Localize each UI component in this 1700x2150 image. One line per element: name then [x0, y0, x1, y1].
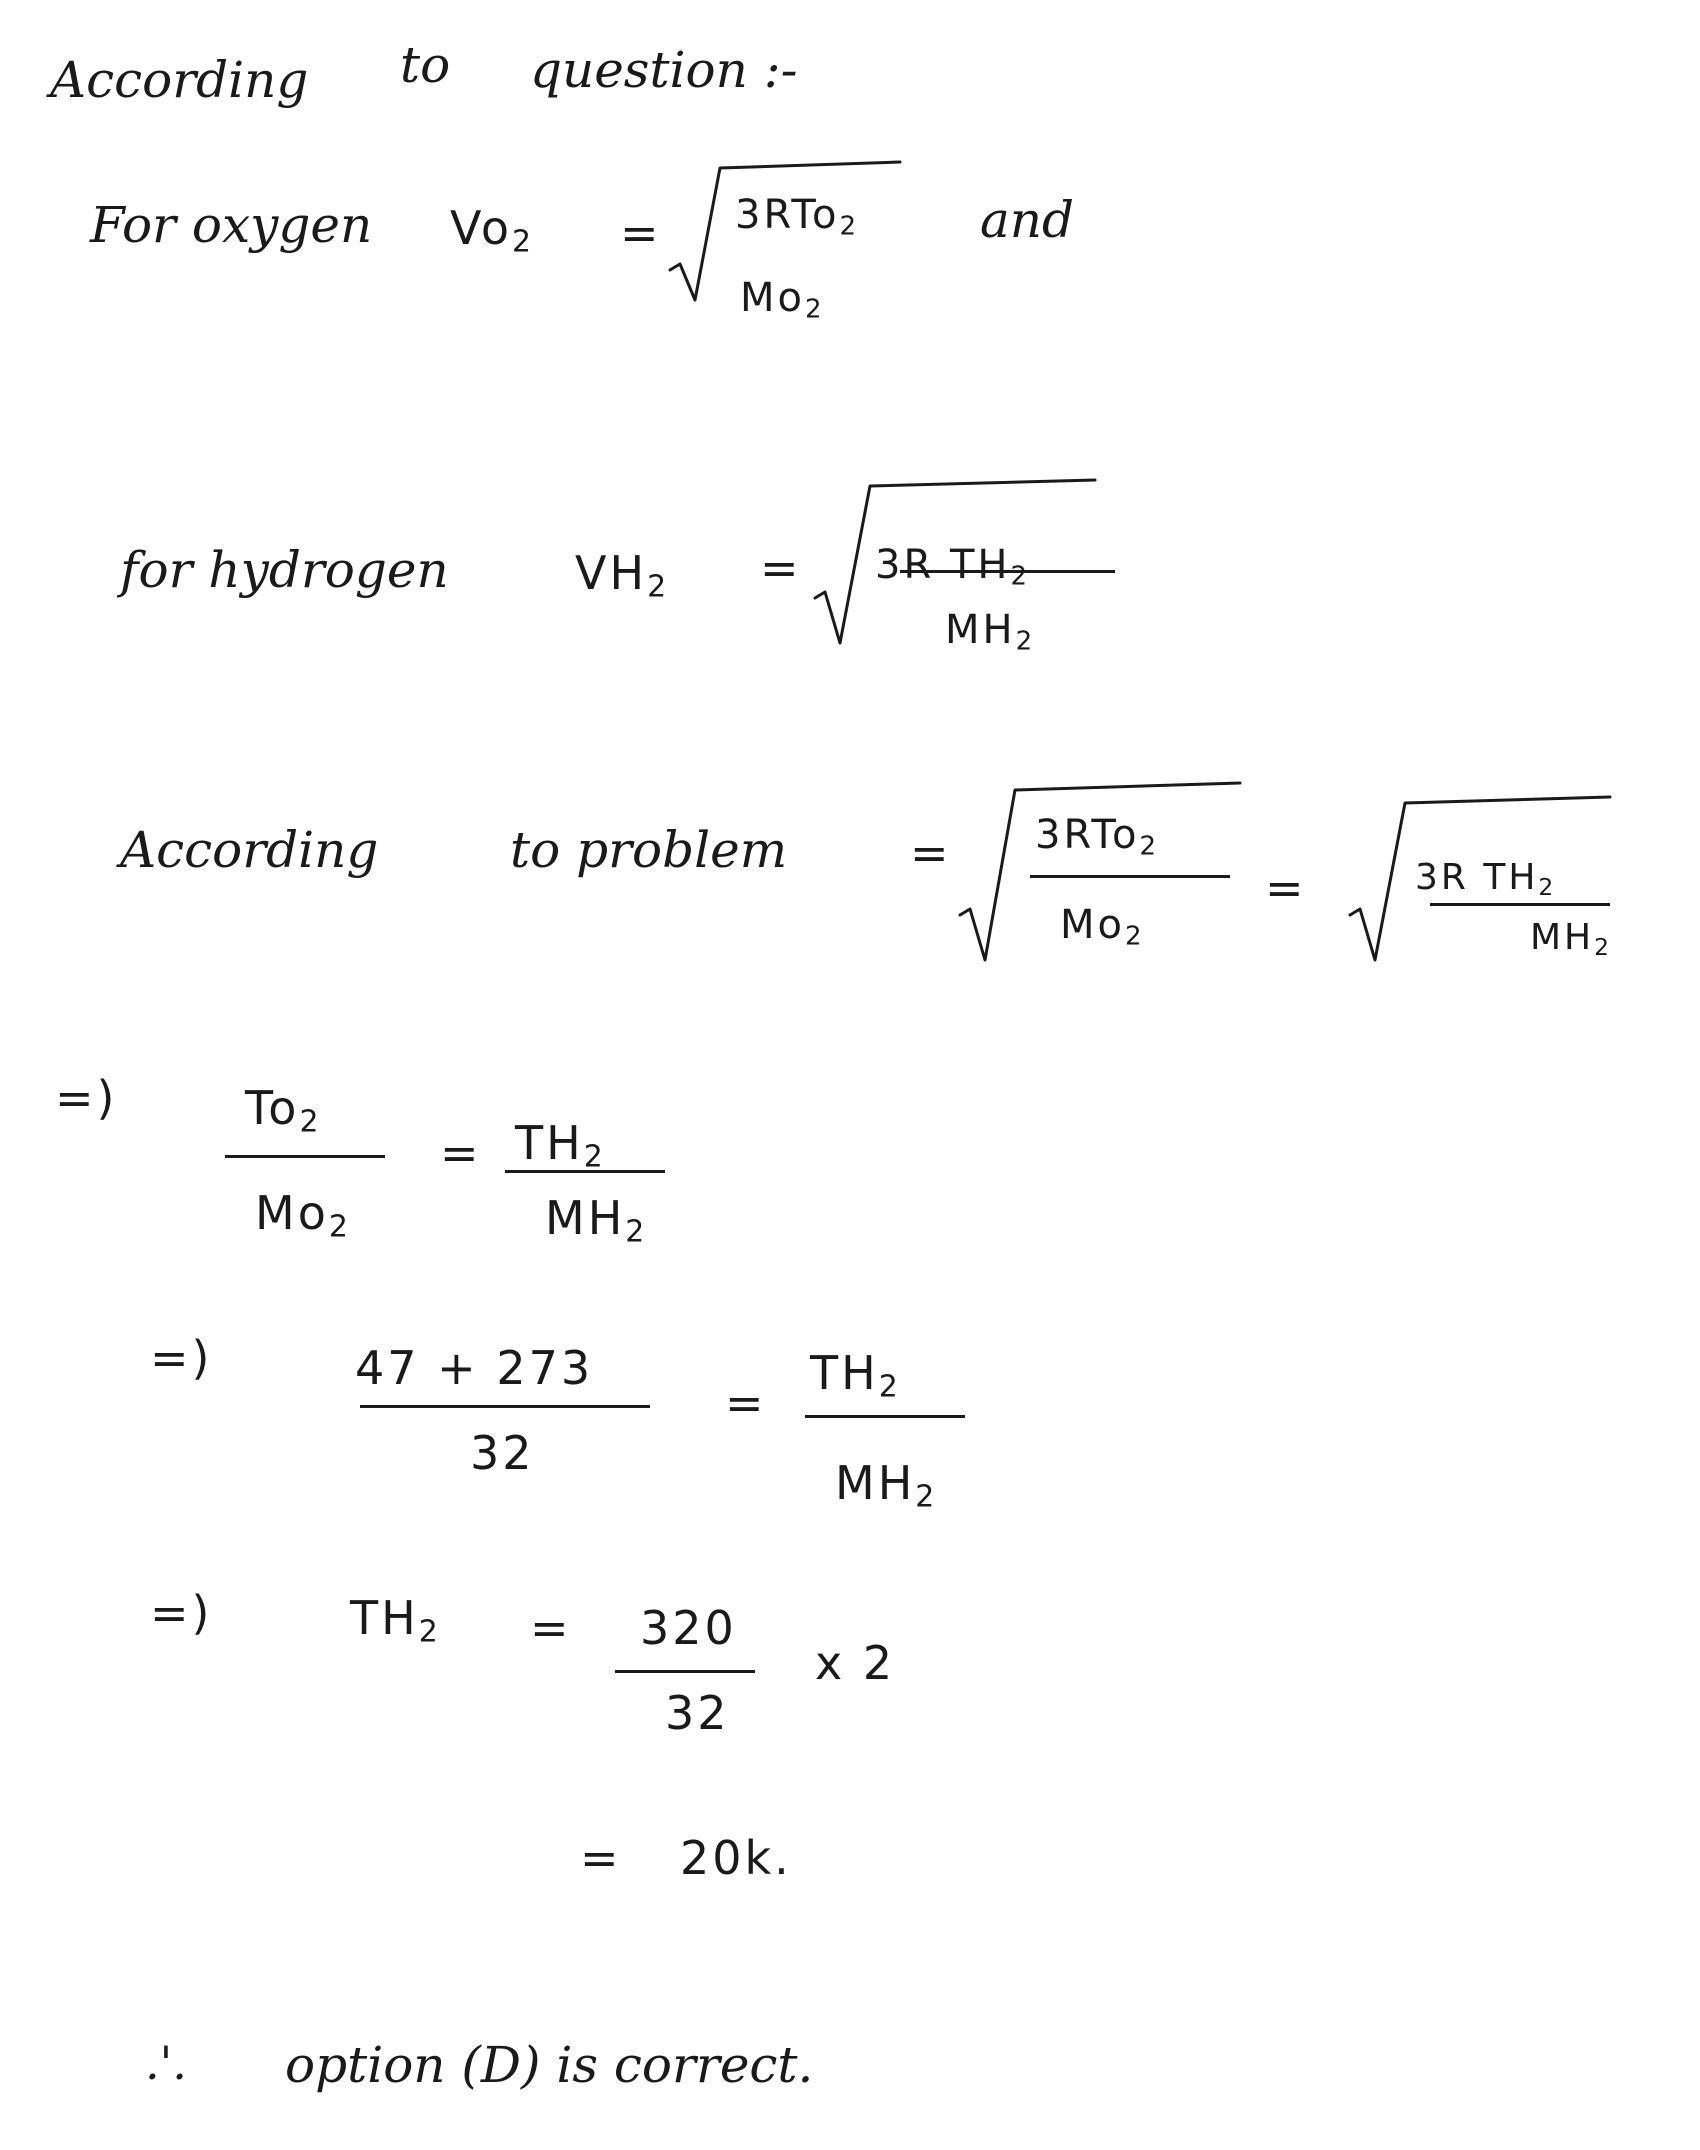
final-equals: = [580, 1831, 622, 1885]
ratio-denominator-left: $Mo_2$ [255, 1186, 351, 1245]
result-lhs: $TH_2$ [350, 1591, 441, 1650]
ratio-fraction-bar-left [225, 1155, 385, 1158]
problem-according: According [120, 821, 379, 879]
hydrogen-velocity: $VH_2$ [575, 546, 670, 605]
problem-fraction-bar-left [1030, 875, 1230, 878]
heading-to: to [400, 36, 451, 94]
hydrogen-denominator: $MH_2$ [945, 607, 1036, 657]
oxygen-label: For oxygen [90, 196, 373, 254]
result-fraction-bar [615, 1670, 755, 1673]
problem-equals-1: = [910, 826, 952, 880]
problem-denominator-right: $MH_2$ [1530, 917, 1613, 961]
problem-fraction-bar-right [1430, 903, 1610, 906]
hydrogen-equals: = [760, 541, 802, 595]
ratio-denominator-right: $MH_2$ [545, 1191, 648, 1250]
problem-numerator-right: 3R $TH_2$ [1415, 857, 1557, 901]
implies-arrow-2: =) [150, 1331, 213, 1385]
oxygen-denominator: $Mo_2$ [740, 275, 825, 325]
hydrogen-fraction-bar [900, 570, 1115, 573]
ratio-fraction-bar-right [505, 1170, 665, 1173]
problem-numerator-left: 3RTo$_2$ [1035, 812, 1159, 862]
hydrogen-label: for hydrogen [120, 541, 449, 599]
temp-numerator-left: 47 + 273 [355, 1341, 594, 1395]
temp-denominator-right: $MH_2$ [835, 1456, 938, 1515]
result-numerator: 320 [640, 1601, 737, 1655]
result-multiplier: x 2 [815, 1636, 896, 1690]
hydrogen-numerator: 3R $TH_2$ [875, 542, 1031, 592]
ratio-equals: = [440, 1126, 482, 1180]
temp-fraction-bar-left [360, 1405, 650, 1408]
temp-equals: = [725, 1376, 767, 1430]
implies-arrow-1: =) [55, 1071, 118, 1125]
problem-denominator-left: $Mo_2$ [1060, 902, 1145, 952]
implies-arrow-3: =) [150, 1586, 213, 1640]
problem-equals-2: = [1265, 861, 1307, 915]
result-equals: = [530, 1601, 572, 1655]
conjunction-and: and [980, 191, 1075, 249]
temp-fraction-bar-right [805, 1415, 965, 1418]
ratio-numerator-left: $To_2$ [245, 1081, 322, 1140]
problem-label: to problem [510, 821, 788, 879]
temp-numerator-right: $TH_2$ [810, 1346, 901, 1405]
final-result: 20k. [680, 1831, 792, 1885]
heading-question: question :- [530, 41, 798, 99]
ratio-numerator-right: $TH_2$ [515, 1116, 606, 1175]
oxygen-velocity: $Vo_2$ [450, 201, 535, 260]
heading-according: According [50, 51, 309, 109]
result-denominator: 32 [665, 1686, 730, 1740]
therefore-symbol: .'. [145, 2036, 187, 2090]
oxygen-equals: = [620, 206, 662, 260]
temp-denominator-left: 32 [470, 1426, 535, 1480]
oxygen-numerator: 3RTo$_2$ [735, 192, 859, 242]
conclusion-text: option (D) is correct. [285, 2036, 814, 2094]
